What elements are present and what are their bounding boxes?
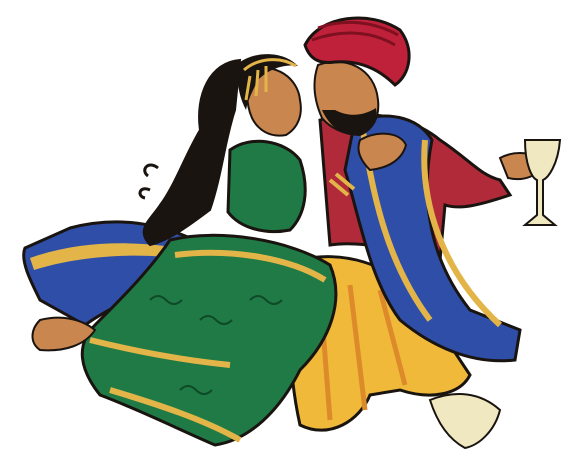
- man-shoe: [430, 394, 500, 448]
- hair-curl: [140, 165, 158, 198]
- woman-blouse: [228, 141, 305, 231]
- woman-hair: [144, 60, 240, 245]
- goblet: [525, 140, 560, 225]
